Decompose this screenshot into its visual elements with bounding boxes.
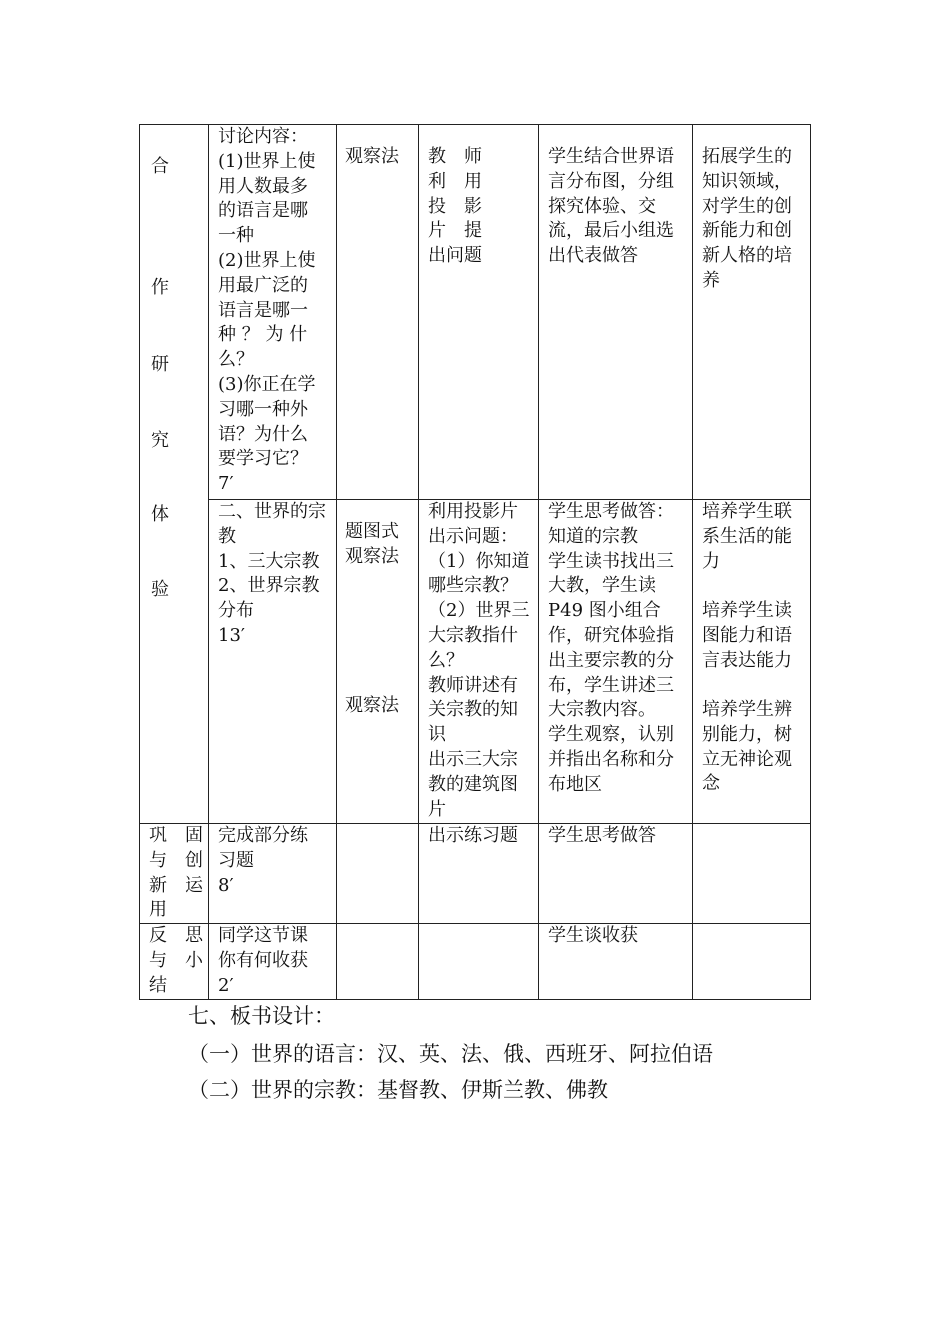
board-design-heading: 七、板书设计： bbox=[188, 1004, 335, 1028]
board-line-religions: （二）世界的宗教：基督教、伊斯兰教、佛教 bbox=[188, 1078, 608, 1102]
column-divider bbox=[336, 124, 337, 1000]
teacher-activity-cell: 教 师 利 用 投 影 片 提 出问题 bbox=[428, 146, 482, 267]
table-border-left bbox=[139, 124, 140, 1000]
stage-char: 究 bbox=[151, 430, 169, 451]
stage-cell: 反 思 与 小 结 bbox=[149, 925, 203, 996]
stage-char: 体 bbox=[151, 504, 169, 525]
student-activity-cell: 学生谈收获 bbox=[548, 925, 638, 946]
method-cell: 观察法 bbox=[345, 146, 399, 167]
column-divider bbox=[538, 124, 539, 1000]
lesson-plan-table bbox=[139, 124, 811, 1000]
stage-cell: 巩 固 与 创 新 运 用 bbox=[149, 825, 203, 921]
stage-char: 研 bbox=[151, 354, 169, 375]
method-cell: 题图式 观察法 bbox=[345, 521, 399, 567]
purpose-cell: 培养学生读 图能力和语 言表达能力 bbox=[702, 600, 792, 671]
method-cell: 观察法 bbox=[345, 695, 399, 716]
purpose-cell: 拓展学生的 知识领域， 对学生的创 新能力和创 新人格的培 养 bbox=[702, 146, 792, 291]
column-divider bbox=[418, 124, 419, 1000]
board-line-languages: （一）世界的语言：汉、英、法、俄、西班牙、阿拉伯语 bbox=[188, 1042, 713, 1066]
content-cell: 完成部分练 习题 8′ bbox=[218, 825, 308, 896]
student-activity-cell: 学生思考做答： 知道的宗教 学生读书找出三 大教，学生读 P49 图小组合 作，研究体验指 出主要宗教的分 布，学生讲述三 大宗教内容。 学生观察，认别 并指出名称和分 布地区 bbox=[548, 501, 674, 795]
student-activity-cell: 学生结合世界语 言分布图，分组 探究体验、交 流，最后小组选 出代表做答 bbox=[548, 146, 674, 267]
stage-char: 验 bbox=[151, 579, 169, 600]
teacher-activity-cell: 出示练习题 bbox=[428, 825, 518, 846]
content-cell: 讨论内容： (1)世界上使 用人数最多 的语言是哪 一种 (2)世界上使 用最广泛的 语言是哪一 种 ？ 为 什 么？ (3)你正在学 习哪一种外 语？为什么 要学习它？ 7′ bbox=[218, 126, 316, 495]
stage-char: 作 bbox=[151, 277, 169, 298]
purpose-cell: 培养学生联 系生活的能 力 bbox=[702, 501, 792, 572]
column-divider bbox=[692, 124, 693, 1000]
student-activity-cell: 学生思考做答 bbox=[548, 825, 656, 846]
stage-char: 合 bbox=[151, 156, 169, 177]
table-border-right bbox=[810, 124, 811, 1000]
content-cell: 同学这节课 你有何收获 2′ bbox=[218, 925, 308, 996]
column-divider bbox=[208, 124, 209, 1000]
content-cell: 二、世界的宗 教 1、三大宗教 2、世界宗教 分布 13′ bbox=[218, 501, 326, 646]
purpose-cell: 培养学生辨 别能力，树 立无神论观 念 bbox=[702, 699, 792, 795]
teacher-activity-cell: 利用投影片 出示问题： （1）你知道 哪些宗教？ （2）世界三 大宗教指什 么？ 教师讲述有 关宗教的知 识 出示三大宗 教的建筑图 片 bbox=[428, 501, 530, 820]
